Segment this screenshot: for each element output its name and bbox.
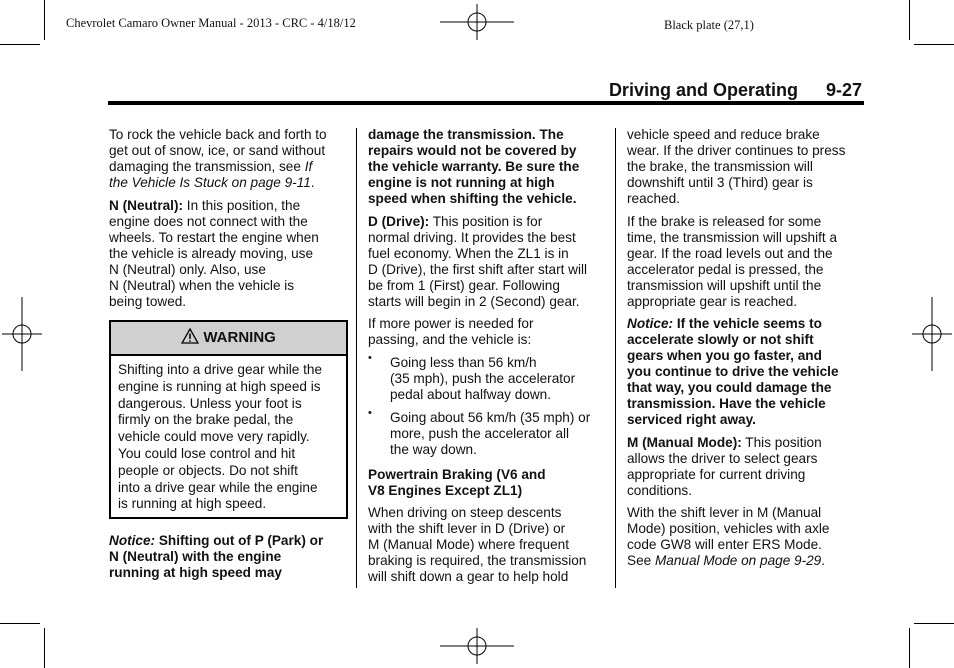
print-header-left: Chevrolet Camaro Owner Manual - 2013 - CRC - 4/18/12 (66, 16, 356, 30)
warning-box (109, 320, 348, 519)
paragraph (368, 316, 613, 348)
paragraph (368, 214, 613, 310)
text-run: M (Manual Mode): (627, 435, 742, 450)
text-run: vehicle speed and reduce brake wear. If the driver continues to press the brake, the transmission will downshift until 3 (Third) gear is reached. (627, 127, 846, 206)
text-run: If more power is needed for passing, and the vehicle is: (368, 316, 534, 347)
text-run: When driving on steep descents with the shift lever in D (Drive) or M (Manual Mode) where frequent braking is required, the transmission will shift down a gear to help hold (368, 505, 587, 584)
paragraph (368, 467, 613, 499)
paragraph (627, 214, 872, 310)
text-run: damage the transmission. The repairs would not be covered by the vehicle warranty. Be sure the engine is not running at high speed when shifting the vehicle. (368, 127, 580, 206)
paragraph (368, 505, 613, 585)
paragraph (627, 127, 872, 207)
text-run: Going about 56 km/h (35 mph) or more, push the accelerator all the way down. (390, 410, 591, 457)
text-run: This position is for normal driving. It provides the best fuel economy. When the ZL1 is in D (Drive), the first shift after start will be from 1 (First) gear. Following starts will begin in 2 (Second) gear. (368, 214, 588, 309)
registration-mark-icon (440, 628, 514, 664)
crop-mark (914, 623, 954, 624)
page-number: 9-27 (825, 80, 862, 100)
text-run: This position allows the driver to select gears appropriate for current driving conditions. (627, 435, 822, 498)
paragraph (627, 316, 872, 428)
column-divider (615, 128, 616, 588)
paragraph (109, 127, 354, 191)
column-divider (356, 128, 357, 588)
registration-mark-icon (440, 4, 514, 40)
crop-mark (44, 628, 45, 668)
crop-mark (0, 44, 40, 45)
warning-label: WARNING (203, 329, 276, 346)
text-run: N (Neutral): (109, 198, 184, 213)
print-header-right: Black plate (27,1) (664, 18, 754, 32)
crop-mark (914, 44, 954, 45)
section-title: Driving and Operating (608, 80, 798, 100)
paragraph (390, 410, 615, 458)
text-run: . (310, 175, 315, 190)
paragraph (390, 355, 615, 403)
text-run: In this position, the engine does not connect with the wheels. To restart the engine when the vehicle is already moving, use N (Neutral) only. Also, use N (Neutral) when the vehicle is being towed. (109, 198, 319, 309)
paragraph (109, 198, 354, 310)
text-run: D (Drive): (368, 214, 430, 229)
paragraph (627, 435, 872, 499)
cross-reference-link[interactable]: If the Vehicle Is Stuck on page 9-11 (109, 159, 313, 190)
text-run: . (821, 553, 826, 568)
text-run: To rock the vehicle back and forth to get out of snow, ice, or sand without damaging the transmission, see (109, 127, 327, 174)
text-run: If the vehicle seems to accelerate slowly or not shift gears when you go faster, and you continue to drive the vehicle that way, you could damage the transmission. Have the vehicle serviced right away. (627, 316, 839, 427)
bullet-icon: • (368, 407, 372, 419)
registration-mark-icon (2, 297, 42, 371)
text-run: Going less than 56 km/h (35 mph), push the accelerator pedal about halfway down. (390, 355, 576, 402)
text-run: Notice: (627, 316, 674, 331)
crop-mark (909, 628, 910, 668)
bullet-icon: • (368, 352, 372, 364)
text-run: Shifting out of P (Park) or N (Neutral) with the engine running at high speed may (109, 533, 324, 580)
paragraph (627, 505, 872, 569)
crop-mark (44, 0, 45, 40)
warning-body: Shifting into a drive gear while the engine is running at high speed is dangerous. Unless your foot is firmly on the brake pedal, the vehicle could move very rapidly. You could lose control and hit people or objects. Do not shift into a drive gear while the engine is running at high speed. (118, 362, 323, 512)
crop-mark (909, 0, 910, 40)
warning-triangle-icon (181, 328, 199, 344)
paragraph (109, 533, 354, 581)
paragraph (368, 127, 613, 207)
text-run: With the shift lever in M (Manual Mode) position, vehicles with axle code GW8 will enter ERS Mode. See (627, 505, 830, 568)
page-title (609, 80, 862, 101)
text-run: Notice: (109, 533, 156, 548)
text-run: Powertrain Braking (V6 and V8 Engines Except ZL1) (368, 467, 546, 498)
warning-header (111, 322, 346, 356)
crop-mark (0, 623, 40, 624)
text-run: If the brake is released for some time, the transmission will upshift a gear. If the road levels out and the accelerator pedal is pressed, the transmission will upshift until the appropriate gear is reached. (627, 214, 838, 309)
cross-reference-link[interactable]: Manual Mode on page 9-29 (654, 553, 822, 568)
registration-mark-icon (912, 297, 952, 371)
title-rule (108, 101, 864, 105)
